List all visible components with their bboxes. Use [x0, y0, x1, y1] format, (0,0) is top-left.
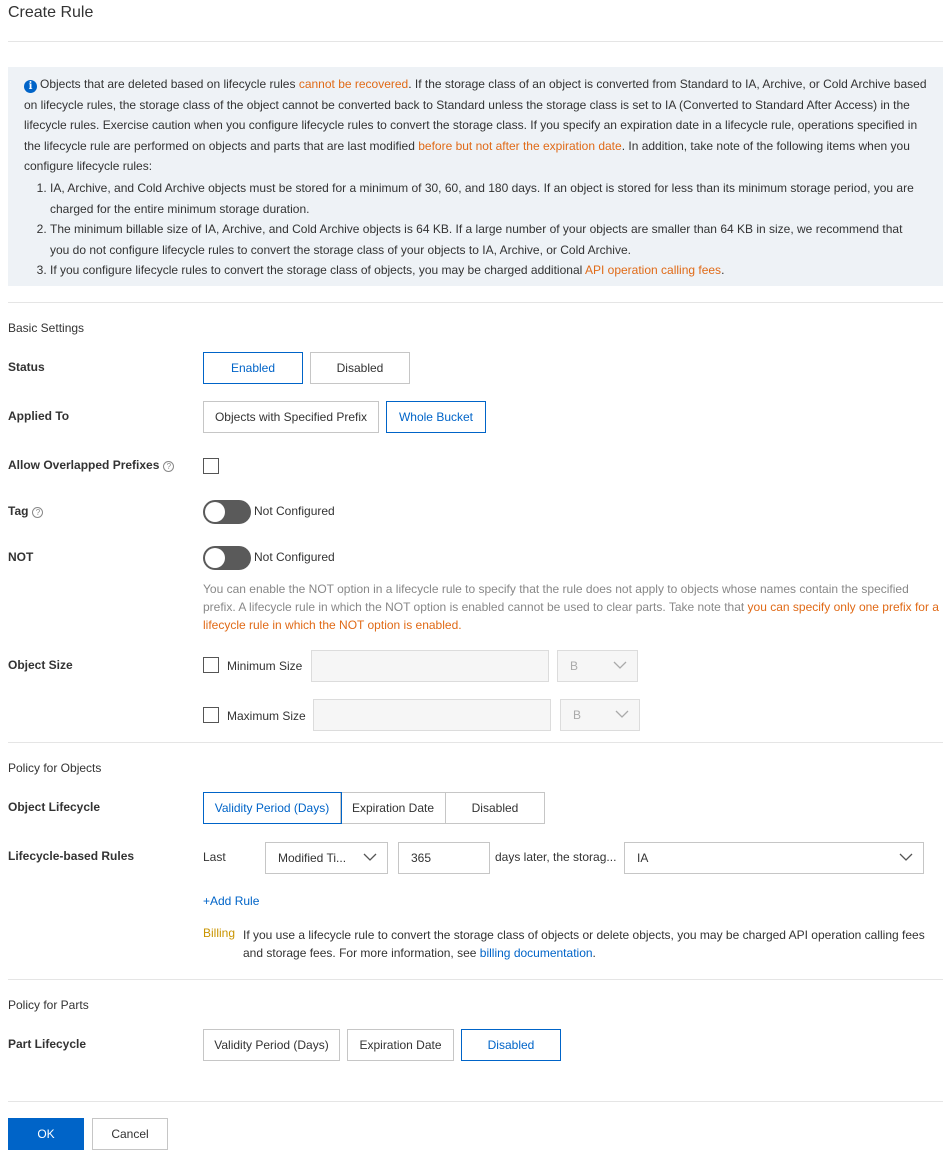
- object-lifecycle-label: Object Lifecycle: [8, 800, 101, 814]
- cancel-button[interactable]: Cancel: [92, 1118, 168, 1150]
- notice-item: 3. If you configure lifecycle rules to convert the storage class of objects, you may be charged additional API operation calling fees.: [50, 260, 915, 281]
- lifecycle-notice: [8, 67, 943, 286]
- ok-button[interactable]: OK: [8, 1118, 84, 1150]
- notice-item: 1. IA, Archive, and Cold Archive objects must be stored for a minimum of 30, 60, and 180 days. If an object is stored for less than its minimum storage period, you are charged for the entire minimum storage duration.: [50, 178, 915, 219]
- min-size-unit-select[interactable]: B: [557, 650, 638, 682]
- api-fees-link[interactable]: API operation calling fees: [584, 263, 722, 277]
- status-label: Status: [8, 360, 45, 374]
- overlap-checkbox[interactable]: [203, 458, 219, 474]
- max-size-label: Maximum Size: [227, 709, 306, 723]
- storage-class-select[interactable]: IA: [624, 842, 924, 874]
- time-type-select[interactable]: Modified Ti...: [265, 842, 388, 874]
- not-help-highlight: you can specify only one prefix for a lifecycle rule in which the NOT option is enabled.: [203, 600, 939, 632]
- tag-label: Tag ?: [8, 504, 43, 518]
- billing-text: If you use a lifecycle rule to convert the storage class of objects or delete objects, you may be charged API operation calling fees and storage fees. For more information, see billing documentation.: [243, 928, 925, 960]
- status-disabled-button[interactable]: Disabled: [310, 352, 410, 384]
- basic-settings-heading: Basic Settings: [8, 321, 85, 335]
- section-divider: [8, 302, 943, 303]
- chevron-down-icon: [363, 852, 377, 862]
- tag-toggle[interactable]: [203, 500, 251, 524]
- cannot-be-recovered-link[interactable]: cannot be recovered: [298, 77, 409, 91]
- not-help-text: You can enable the NOT option in a lifecycle rule to specify that the rule does not apply to objects whose names contain the specified prefix. A lifecycle rule in which the NOT option is enabled cannot be used to clear parts. Take note that you can specify only one prefix for a lifecycle rule in which the NOT option is enabled.: [203, 582, 939, 632]
- applied-whole-bucket-button[interactable]: Whole Bucket: [386, 401, 486, 433]
- not-state: Not Configured: [254, 550, 335, 564]
- rule-middle-text: days later, the storag...: [495, 850, 617, 864]
- footer-divider: [8, 1101, 943, 1102]
- min-size-input[interactable]: [311, 650, 549, 682]
- rule-prefix-text: Last: [203, 850, 226, 864]
- status-enabled-button[interactable]: Enabled: [203, 352, 303, 384]
- policy-parts-heading: Policy for Parts: [8, 998, 89, 1012]
- max-size-unit-select[interactable]: B: [560, 699, 640, 731]
- info-icon: i: [24, 80, 37, 93]
- part-validity-period-button[interactable]: Validity Period (Days): [203, 1029, 340, 1061]
- not-toggle[interactable]: [203, 546, 251, 570]
- chevron-down-icon: [615, 709, 629, 719]
- obj-validity-period-option[interactable]: Validity Period (Days): [204, 793, 341, 823]
- section-divider: [8, 742, 943, 743]
- overlap-label: Allow Overlapped Prefixes ?: [8, 458, 174, 472]
- title-divider: [8, 41, 943, 42]
- chevron-down-icon: [899, 852, 913, 862]
- max-size-checkbox[interactable]: [203, 707, 219, 723]
- billing-documentation-link[interactable]: billing documentation: [479, 946, 593, 960]
- help-icon[interactable]: ?: [163, 461, 174, 472]
- applied-prefix-button[interactable]: Objects with Specified Prefix: [203, 401, 379, 433]
- obj-disabled-option[interactable]: Disabled: [471, 801, 519, 815]
- max-size-input[interactable]: [313, 699, 551, 731]
- part-lifecycle-label: Part Lifecycle: [8, 1037, 87, 1051]
- tag-state: Not Configured: [254, 504, 335, 518]
- toggle-knob: [205, 548, 225, 568]
- notice-intro: i Objects that are deleted based on lifecycle rules cannot be recovered. If the storage class of an object is converted from Standard to IA, Archive, or Cold Archive based on lifecycle rules, the storage class of the object cannot be converted back to Standard unless the storage class is set to IA (Converted to Standard After Access) in the lifecycle rules. Exercise caution when you configure lifecycle rules to convert the storage class. If you specify an expiration date in a lifecycle rule, operations specified in the lifecycle rule are performed on objects and parts that are last modified before but not after the expiration date. In addition, take note of the following items when you configure lifecycle rules:: [24, 77, 927, 173]
- page-title: Create Rule: [8, 4, 94, 21]
- add-rule-link[interactable]: +Add Rule: [203, 894, 260, 908]
- object-size-label: Object Size: [8, 658, 73, 672]
- section-divider: [8, 979, 943, 980]
- part-expiration-date-button[interactable]: Expiration Date: [347, 1029, 454, 1061]
- chevron-down-icon: [613, 660, 627, 670]
- obj-expiration-date-option[interactable]: Expiration Date: [341, 793, 446, 823]
- policy-objects-heading: Policy for Objects: [8, 761, 102, 775]
- toggle-knob: [205, 502, 225, 522]
- part-disabled-button[interactable]: Disabled: [461, 1029, 561, 1061]
- object-lifecycle-segment: [203, 792, 545, 824]
- min-size-label: Minimum Size: [227, 659, 303, 673]
- days-input[interactable]: 365: [398, 842, 490, 874]
- lifecycle-rules-label: Lifecycle-based Rules: [8, 849, 135, 863]
- expiration-date-highlight: before but not after the expiration date: [418, 138, 622, 153]
- applied-to-label: Applied To: [8, 409, 70, 423]
- billing-label: Billing: [203, 926, 236, 940]
- not-label: NOT: [8, 550, 34, 564]
- help-icon[interactable]: ?: [32, 507, 43, 518]
- min-size-checkbox[interactable]: [203, 657, 219, 673]
- notice-item: 2. The minimum billable size of IA, Archive, and Cold Archive objects is 64 KB. If a large number of your objects are smaller than 64 KB in size, we recommend that you do not configure lifecycle rules to convert the storage class of your objects to IA, Archive, or Cold Archive.: [50, 219, 915, 260]
- notice-list: [35, 178, 915, 281]
